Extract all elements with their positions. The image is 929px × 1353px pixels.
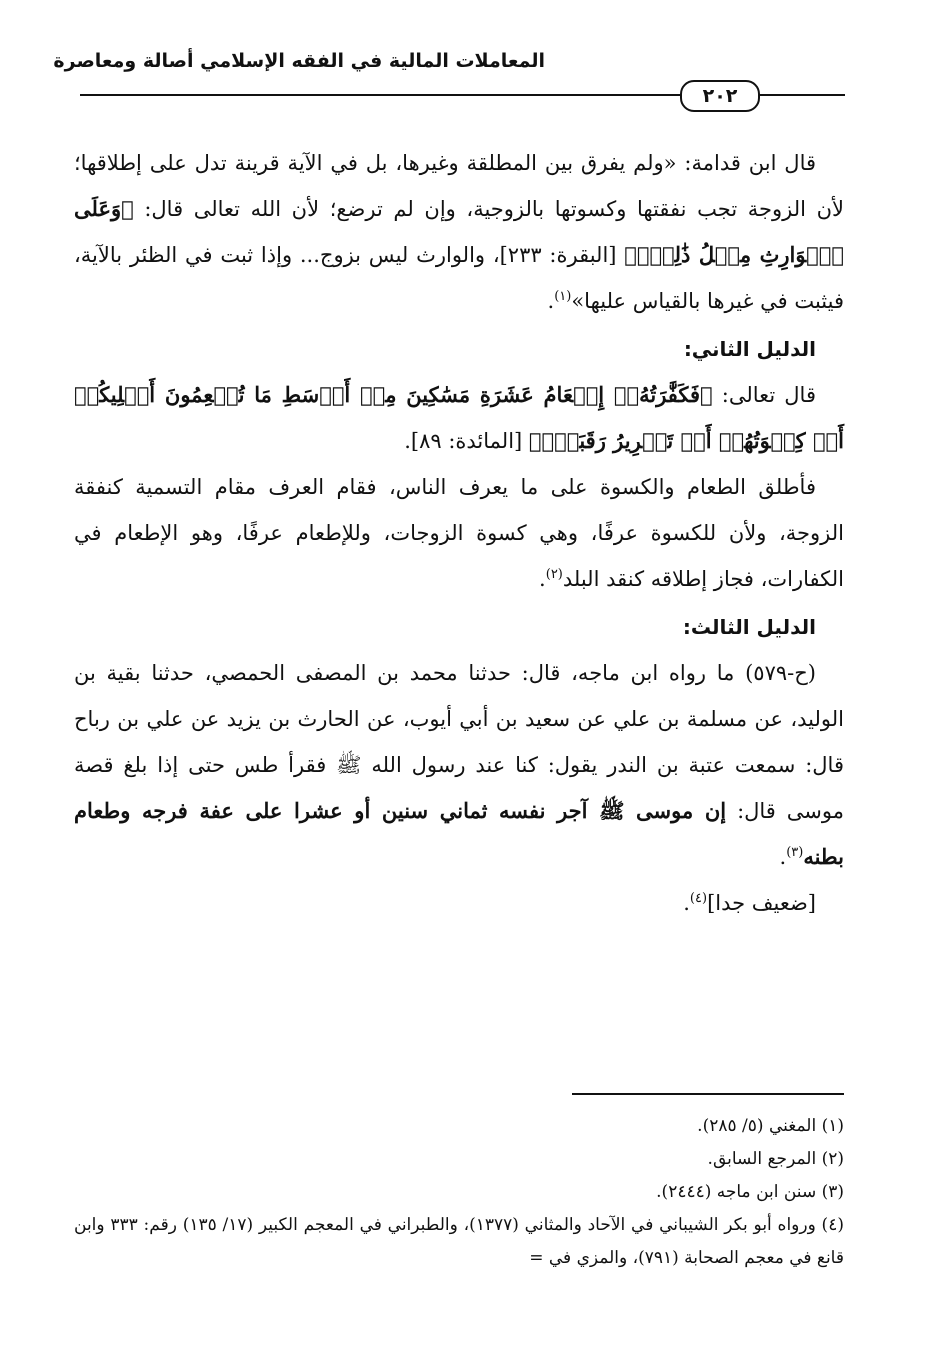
quran-verse: ﴿وَعَلَى ٱلۡوَارِثِ مِثۡلُ ذَٰلِكَۗ﴾ <box>74 196 844 267</box>
quran-verse: ﴿فَكَفَّٰرَتُهُۥٓ إِطۡعَامُ عَشَرَةِ مَسَٰكِينَ مِنۡ أَوۡسَطِ مَا تُطۡعِمُونَ أَهۡلِيكُمۡ أَوۡ كِسۡوَتُهُمۡ أَوۡ تَحۡرِيرُ رَقَبَةٖۖ﴾ <box>74 382 844 453</box>
footnote-marker[interactable]: (١) <box>554 289 572 304</box>
main-text <box>74 140 844 926</box>
paragraph-hadith <box>74 650 844 880</box>
paragraph-text: فأطلق الطعام والكسوة على ما يعرف الناس، فقام العرف مقام التسمية كنفقة الزوجة، ولأن للكسوة عرفًا، وهي كسوة الزوجات، وللإطعام عرفًا، وهو الإطعام في الكفارات، فجاز إطلاقه كنقد البلد <box>74 475 844 591</box>
footnote-marker[interactable]: (٢) <box>545 567 563 582</box>
footnote: (٤) ورواه أبو بكر الشيباني في الآحاد والمثاني (١٣٧٧)، والطبراني في المعجم الكبير (١٧/ ١٣٥) رقم: ٣٣٣ وابن قانع في معجم الصحابة (٧٩١)، والمزي في = <box>74 1215 844 1268</box>
running-title: المعاملات المالية في الفقه الإسلامي أصالة ومعاصرة <box>53 50 545 72</box>
hadith-text: إن موسى ﷺ آجر نفسه ثماني سنين أو عشرا على عفة فرجه وطعام بطنه <box>74 798 844 869</box>
paragraph-text: [البقرة: ٢٣٣]، والوارث ليس بزوج... وإذا ثبت في الظئر بالآية، فيثبت في غيرها بالقياس عليها» <box>74 243 844 313</box>
paragraph-text: (ح-٥٧٩) ما رواه ابن ماجه، قال: حدثنا محمد بن المصفى الحمصي، حدثنا بقية بن الوليد، عن مسلمة بن علي عن سعيد بن أبي أيوب، عن الحارث بن يزيد عن علي بن رباح قال: سمعت عتبة بن الندر يقول: كنا عند رسول الله ﷺ فقرأ طس حتى إذا بلغ قصة موسى قال: <box>74 661 844 823</box>
paragraph-text: قال تعالى: <box>712 383 816 407</box>
paragraph-text: . <box>547 289 555 313</box>
paragraph-ibn-qudamah <box>74 140 844 324</box>
footnote: (١) المغني (٥/ ٢٨٥). <box>697 1116 844 1136</box>
section-heading: الدليل الثالث: <box>682 615 816 639</box>
paragraph-text: . <box>539 567 546 591</box>
footnote-marker[interactable]: (٣) <box>786 845 804 860</box>
footnote: (٢) المرجع السابق. <box>707 1149 844 1169</box>
hadith-grade <box>74 880 844 926</box>
page-number: ٢٠٢ <box>680 80 760 112</box>
footnote-separator <box>572 1093 844 1095</box>
page-header <box>53 40 845 114</box>
paragraph-text: [المائدة: ٨٩]. <box>404 429 529 453</box>
paragraph-explanation <box>74 464 844 602</box>
paragraph-text: . <box>683 891 690 915</box>
paragraph-text: . <box>779 845 787 869</box>
footnote-marker[interactable]: (٤) <box>689 891 708 906</box>
paragraph-verse <box>74 372 844 464</box>
footnote: (٣) سنن ابن ماجه (٢٤٤٤). <box>656 1182 844 1202</box>
paragraph-text: قال ابن قدامة: «ولم يفرق بين المطلقة وغيرها، بل في الآية قرينة تدل على إطلاقها؛ لأن الزوجة تجب نفقتها وكسوتها بالزوجية، وإن لم ترضع؛ لأن الله تعالى قال: <box>74 151 844 221</box>
grade-text: [ضعيف جدا] <box>707 891 816 915</box>
section-heading: الدليل الثاني: <box>683 337 816 361</box>
footnotes <box>74 1110 844 1275</box>
